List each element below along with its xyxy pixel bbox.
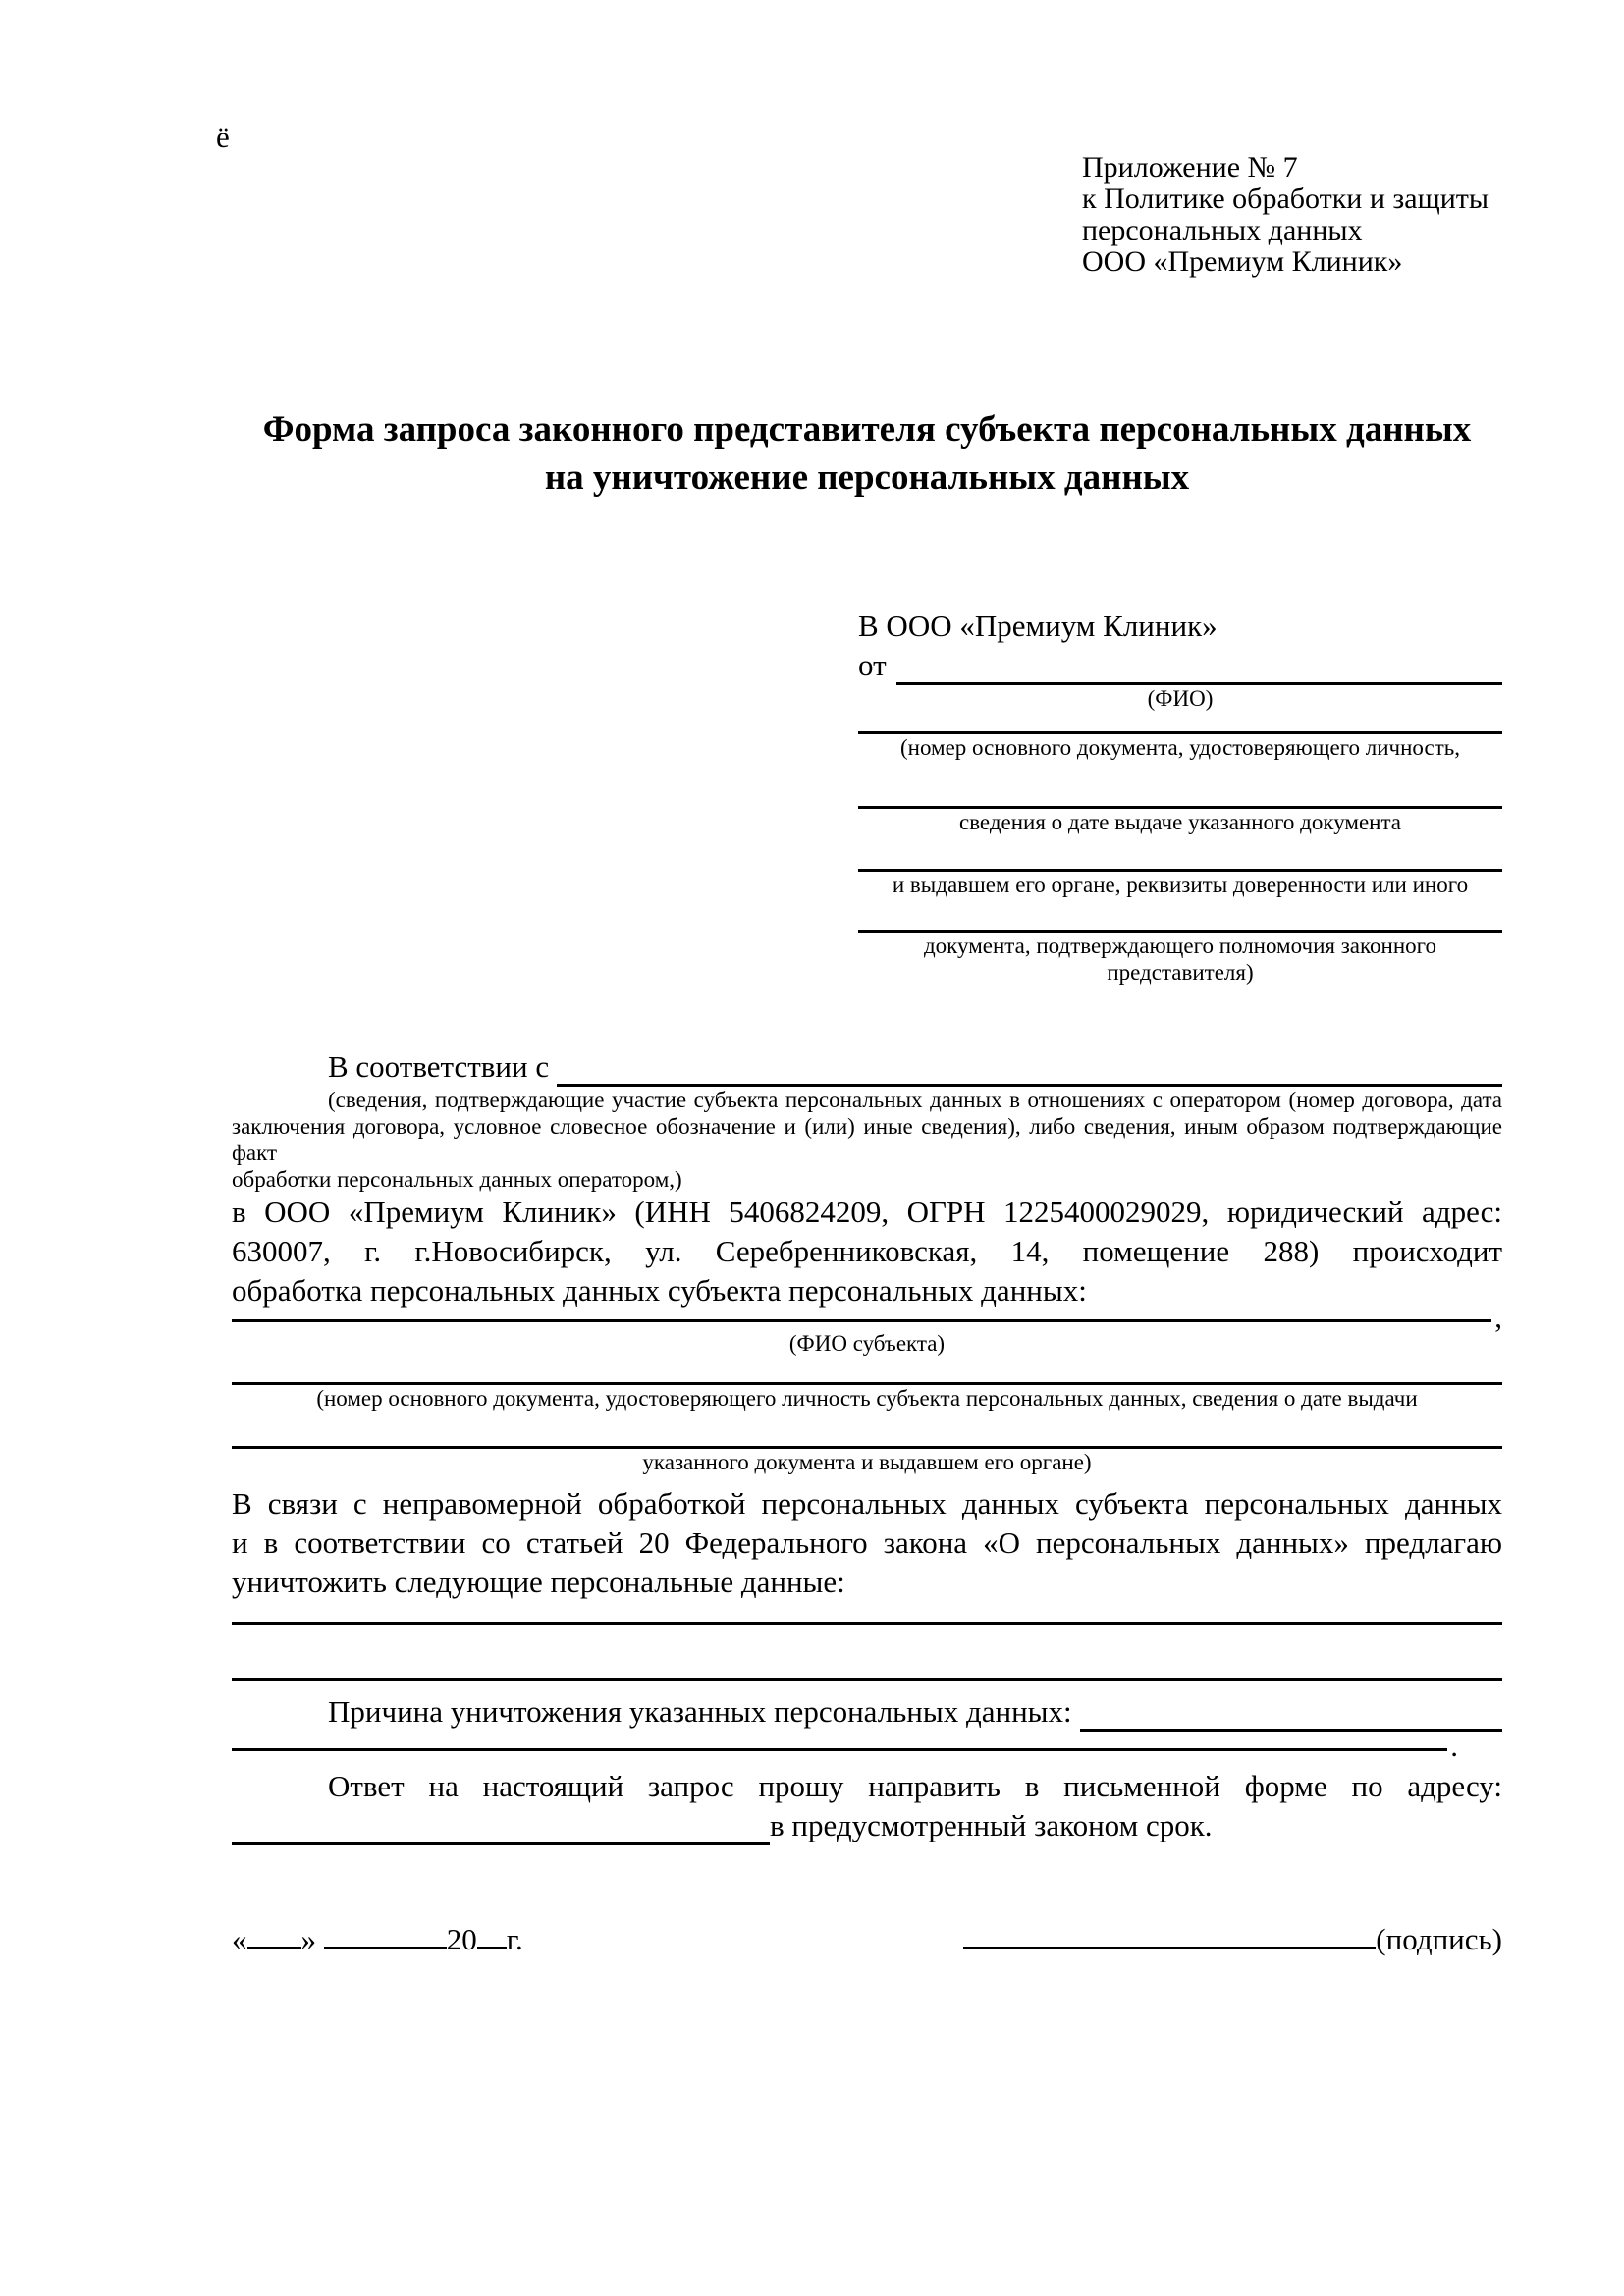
document-title-line: Форма запроса законного представителя субъекта персональных данных xyxy=(262,409,1472,450)
blank-line-caption: (номер основного документа, удостоверяющего личность, xyxy=(899,735,1460,760)
year-suffix: г. xyxy=(506,1922,523,1956)
answer-address-row xyxy=(232,1806,1502,1845)
appendix-line: ООО «Премиум Клиник» xyxy=(1082,245,1403,278)
subject-fio-caption: (ФИО субъекта) xyxy=(788,1331,946,1356)
demand-paragraph-line: и в соответствии со статьей 20 Федерального закона «О персональных данных» предлагаю xyxy=(232,1525,1502,1560)
accordance-caption-line: заключения договора, условное словесное обозначение и (или) иные сведения), либо сведения, иным образом подтверждающие факт xyxy=(232,1114,1502,1165)
addressee-to: В ООО «Премиум Клиник» xyxy=(858,609,1218,643)
year-blank xyxy=(477,1943,507,1949)
signature-group xyxy=(963,1920,1502,1959)
document-title xyxy=(232,405,1502,502)
answer-paragraph-line: Ответ на настоящий запрос прошу направить в письменной форме по адресу: xyxy=(328,1769,1502,1803)
reason-row xyxy=(232,1692,1502,1732)
quote-close-char: » xyxy=(300,1922,316,1956)
appendix-line: Приложение № 7 xyxy=(1082,151,1298,184)
blank-line xyxy=(232,1842,770,1845)
operator-paragraph-line: обработка персональных данных субъекта персональных данных: xyxy=(232,1273,1087,1308)
subject-doc-caption: (номер основного документа, удостоверяющего личность субъекта персональных данных, сведения о дате выдачи xyxy=(316,1386,1418,1411)
accordance-lead: В соответствии с xyxy=(328,1049,550,1084)
accordance-row xyxy=(232,1047,1502,1087)
subject-doc-caption: указанного документа и выдавшем его органе) xyxy=(642,1450,1092,1474)
month-blank xyxy=(324,1943,447,1949)
blank-line-caption: и выдавшем его органе, реквизиты доверенности или иного xyxy=(892,873,1469,897)
blank-line xyxy=(232,1308,1491,1322)
blank-line xyxy=(232,1736,1447,1751)
date-blank-group xyxy=(232,1920,523,1959)
reason-lead: Причина уничтожения указанных персональных данных: xyxy=(328,1694,1072,1729)
from-label: от xyxy=(858,648,887,682)
date-signature-row xyxy=(232,1920,1502,1959)
blank-line xyxy=(232,1678,1502,1681)
addressee-block xyxy=(858,607,1502,986)
addressee-from-row xyxy=(858,646,1502,685)
document-title-line: на уничтожение персональных данных xyxy=(544,457,1190,498)
signature-caption: (подпись) xyxy=(1376,1922,1502,1956)
document-content xyxy=(232,0,1502,1959)
blank-line-caption: документа, подтверждающего полномочия законного представителя) xyxy=(923,934,1436,985)
answer-paragraph-tail: в предусмотренный законом срок. xyxy=(770,1808,1213,1842)
operator-paragraph-line: 630007, г. г.Новосибирск, ул. Серебренниковская, 14, помещение 288) происходит xyxy=(232,1234,1502,1268)
signature-blank xyxy=(963,1943,1376,1949)
fio-caption: (ФИО) xyxy=(1147,686,1214,711)
period-char: . xyxy=(1450,1729,1458,1763)
stray-char: ё xyxy=(216,120,230,154)
day-blank xyxy=(247,1943,301,1949)
subject-fio-blank-row xyxy=(232,1300,1502,1334)
blank-line xyxy=(1080,1729,1502,1732)
reason-blank-row xyxy=(232,1729,1458,1763)
comma-char: , xyxy=(1494,1300,1502,1334)
appendix-header xyxy=(1082,152,1502,278)
operator-paragraph-line: в ООО «Премиум Клиник» (ИНН 5406824209, ОГРН 1225400029029, юридический адрес: xyxy=(232,1195,1502,1229)
year-prefix: 20 xyxy=(446,1922,477,1956)
accordance-caption-line: (сведения, подтверждающие участие субъекта персональных данных в отношениях с оператором (номер договора, дата xyxy=(328,1088,1502,1112)
accordance-caption-line: обработки персональных данных оператором,) xyxy=(232,1167,682,1192)
appendix-line: персональных данных xyxy=(1082,214,1363,246)
quote-open-char: « xyxy=(232,1922,247,1956)
appendix-line: к Политике обработки и защиты xyxy=(1082,183,1489,215)
demand-paragraph-line: уничтожить следующие персональные данные: xyxy=(232,1565,845,1599)
blank-line-caption: сведения о дате выдаче указанного документа xyxy=(958,810,1402,834)
demand-paragraph-line: В связи с неправомерной обработкой персональных данных субъекта персональных данных xyxy=(232,1486,1502,1521)
blank-line xyxy=(232,1622,1502,1625)
